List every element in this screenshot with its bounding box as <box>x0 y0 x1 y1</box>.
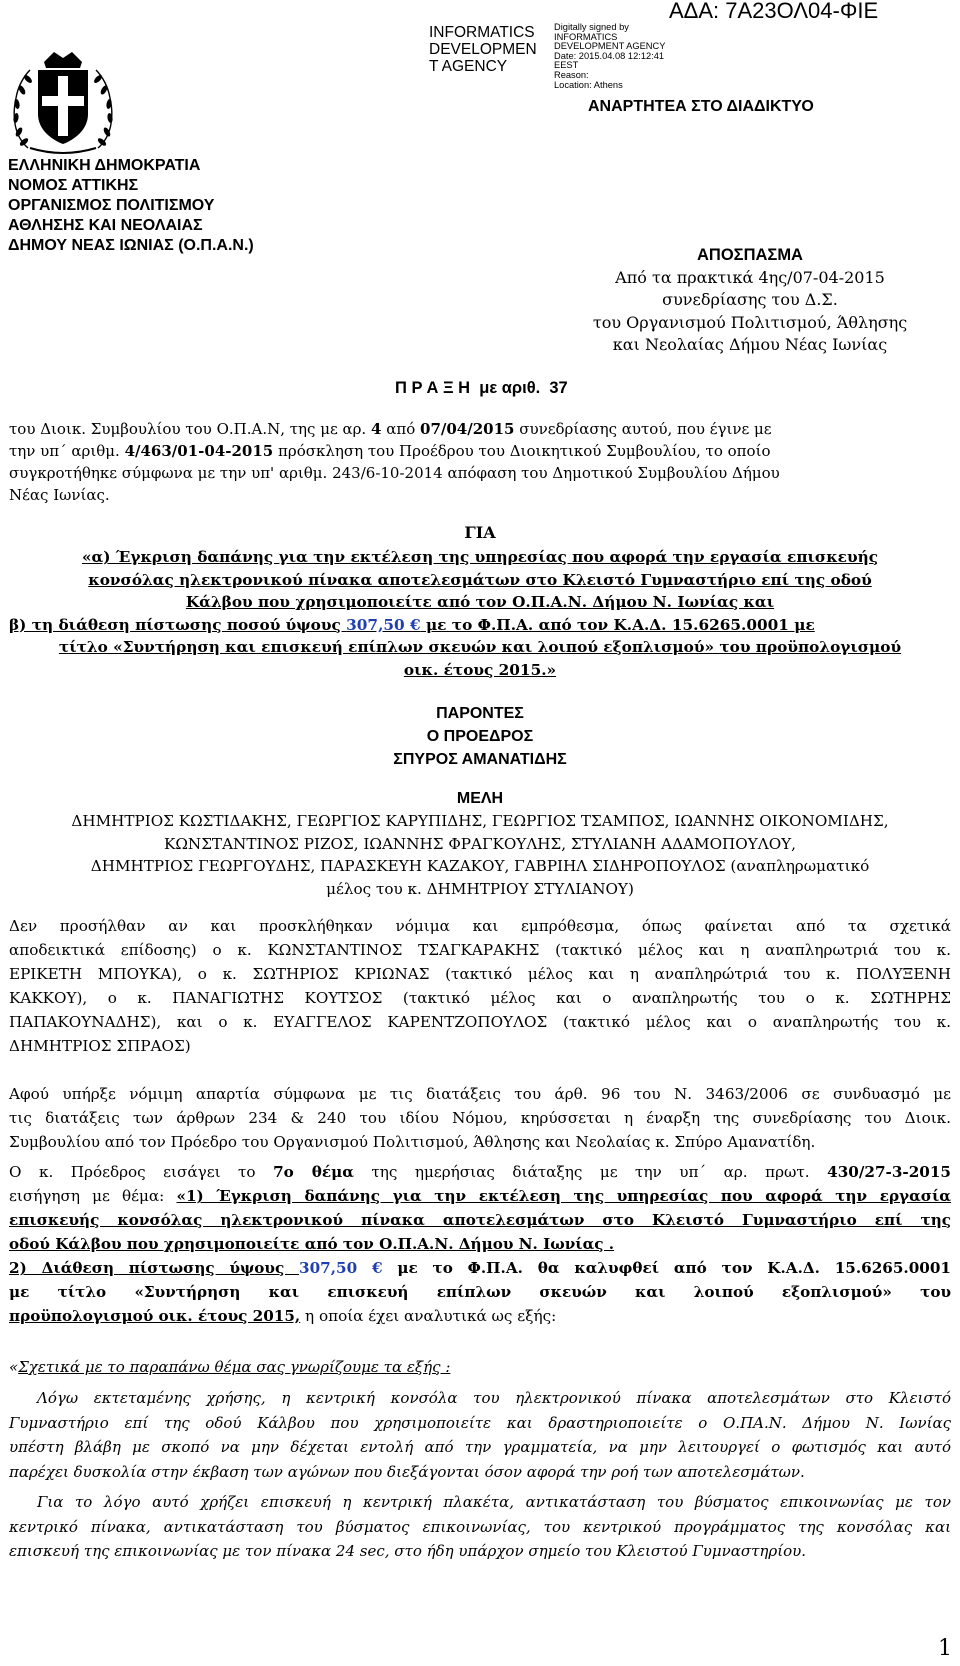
present-block <box>0 702 960 771</box>
intro-paragraph <box>9 418 951 506</box>
sig-line: Reason: <box>554 69 589 80</box>
sig-line: Location: Athens <box>554 79 623 90</box>
signer-line: DEVELOPMEN <box>429 41 537 58</box>
agenda-line-2: εισήγηση με θέμα: «1) Έγκριση δαπάνης για την εκτέλεση της υπηρεσίας που αφορά την εργασία <box>9 1187 951 1205</box>
absent-paragraph <box>9 914 951 1058</box>
coat-of-arms-graphic <box>8 44 118 156</box>
issuer-block <box>8 156 254 256</box>
agenda-line-4: οδού Κάλβου που χρησιμοποιείτε από τον Ο.Π.Α.Ν. Δήμου Ν. Ιωνίας . <box>9 1235 615 1253</box>
chair-title: Ο ΠΡΟΕΔΡΟΣ <box>426 728 534 745</box>
signer-line: INFORMATICS <box>429 24 535 41</box>
chair-name: ΣΠΥΡΟΣ ΑΜΑΝΑΤΙΔΗΣ <box>393 751 567 768</box>
report-line: υπέστη βλάβη με σκοπό να μην δέχεται εντολή από την γραμματεία, να μην λειτουργεί ο φωτισμός και αυτό <box>9 1438 951 1456</box>
report-line: παρέχει δυσκολία στην έκβαση των αγώνων που διεξάγονται όσον αφορά την ροή των αποτελεσμάτων. <box>9 1462 805 1481</box>
report-paragraph-2 <box>9 1490 951 1564</box>
agenda-paragraph <box>9 1160 951 1256</box>
excerpt-line: συνεδρίασης του Δ.Σ. <box>662 290 838 309</box>
members-line: ΔΗΜΗΤΡΙΟΣ ΚΩΣΤΙΔΑΚΗΣ, ΓΕΩΡΓΙΟΣ ΚΑΡΥΠΙΔΗΣ, ΓΕΩΡΓΙΟΣ ΤΣΑΜΠΟΣ, ΙΩΑΝΝΗΣ ΟΙΚΟΝΟΜΙΔΗΣ, <box>71 812 889 830</box>
report-intro: «Σχετικά με το παραπάνω θέμα σας γνωρίζουμε τα εξής : <box>9 1358 451 1376</box>
subject-a-line: Κάλβου που χρησιμοποιείτε από τον Ο.Π.Α.Ν. Δήμου Ν. Ιωνίας και <box>185 593 775 611</box>
report-line: κεντρικό πίνακα, αντικατάσταση του βύσματος επικοινωνίας, του κεντρικού προγράμματος της κονσόλας και <box>9 1517 951 1536</box>
absent-line: Δεν προσήλθαν αν και προσκλήθηκαν νόμιμα και εμπρόθεσμα, όπως φαίνεται από τα σχετικά <box>9 917 951 935</box>
issuer-line: ΝΟΜΟΣ ΑΤΤΙΚΗΣ <box>8 177 139 194</box>
act-number: Π Ρ Α Ξ Η με αριθ. 37 <box>395 379 568 397</box>
absent-line: ΠΑΠΑΚΟΥΝΑΔΗΣ), και ο κ. ΕΥΑΓΓΕΛΟΣ ΚΑΡΕΝΤΖΟΠΟΥΛΟΣ (τακτικό μέλος και ο αναπληρωτής του κ. <box>9 1013 951 1031</box>
intro-line-2: την υπ΄ αριθμ. 4/463/01-04-2015 πρόσκληση του Προέδρου του Διοικητικού Συμβουλίου, το οποίο <box>9 442 771 460</box>
report-line: επισκευή της επικοινωνίας με τον πίνακα 24 sec, στο ήδη υπάρχον σημείο του Κλειστού Γυμναστηρίου. <box>9 1542 807 1560</box>
quorum-paragraph <box>9 1082 951 1154</box>
quorum-line: Αφού υπήρξε νόμιμη απαρτία σύμφωνα με τις διατάξεις του άρθ. 96 του Ν. 3463/2006 σε συνδυασμό με <box>9 1085 951 1103</box>
excerpt-line: και Νεολαίας Δήμου Νέας Ιωνίας <box>612 335 888 354</box>
members-line: μέλος του κ. ΔΗΜΗΤΡΙΟΥ ΣΤΥΛΙΑΝΟΥ) <box>326 879 634 898</box>
quorum-line: Συμβουλίου από τον Πρόεδρο του Οργανισμού Πολιτισμού, Άθλησης και Νεολαίας κ. Σπύρο Αμανατίδη. <box>9 1133 816 1151</box>
excerpt-block <box>540 244 960 357</box>
page-number: 1 <box>938 1636 952 1661</box>
intro-line-1: του Διοικ. Συμβουλίου του Ο.Π.Α.Ν, της με αρ. 4 από 07/04/2015 συνεδρίασης αυτού, που έγινε με <box>9 420 772 438</box>
report-line: Για το λόγο αυτό χρήζει επισκευή η κεντρική πλακέτα, αντικατάσταση του βύσματος επικοινωνίας με τον <box>37 1493 951 1511</box>
subject-a-line: κονσόλας ηλεκτρονικού πίνακα αποτελεσμάτων στο Κλειστό Γυμναστήριο επί της οδού <box>88 570 872 589</box>
members-line: ΔΗΜΗΤΡΙΟΣ ΓΕΩΡΓΟΥΔΗΣ, ΠΑΡΑΣΚΕΥΗ ΚΑΖΑΚΟΥ, ΓΑΒΡΙΗΛ ΣΙΔΗΡΟΠΟΥΛΟΣ (αναπληρωματικό <box>90 857 870 875</box>
credit-line-1: 2) Διάθεση πίστωσης ύψους 307,50 € με το Φ.Π.Α. θα καλυφθεί από τον Κ.Α.Δ. 15.6265.0001 <box>9 1259 951 1277</box>
intro-line-4: Νέας Ιωνίας. <box>9 486 110 504</box>
quorum-line: τις διατάξεις των άρθρων 234 & 240 του ιδίου Νόμου, κηρύσσεται η έναρξη της συνεδρίασης του Διοικ. <box>9 1109 951 1127</box>
issuer-line: ΔΗΜΟΥ ΝΕΑΣ ΙΩΝΙΑΣ (Ο.Π.Α.Ν.) <box>8 237 254 254</box>
absent-line: αποδεικτικά επίδοσης) ο κ. ΚΩΝΣΤΑΝΤΙΝΟΣ ΤΣΑΓΚΑΡΑΚΗΣ (τακτικό μέλος και η αναπληρωτριά του κ. <box>9 941 951 959</box>
publish-note: ΑΝΑΡΤΗΤΕΑ ΣΤΟ ΔΙΑΔΙΚΤΥΟ <box>588 98 814 115</box>
absent-line: ΚΑΚΚΟΥ), ο κ. ΠΑΝΑΓΙΩΤΗΣ ΚΟΥΤΣΟΣ (τακτικό μέλος και ο αναπληρωτής του ο κ. ΣΩΤΗΡΗΣ <box>9 989 951 1007</box>
digital-signature-block <box>554 23 665 90</box>
report-paragraph-1 <box>9 1386 951 1484</box>
sig-line: Date: 2015.04.08 12:12:41 <box>554 50 665 61</box>
signer-name <box>429 24 537 75</box>
subject-b-line-2: τίτλο «Συντήρηση και επισκευή επίπλων σκευών και λοιπού εξοπλισμού» του προϋπολογισμού <box>58 638 902 656</box>
amount-value: 307,50 € <box>346 615 421 634</box>
members-list <box>9 810 951 900</box>
ada-code: ΑΔΑ: 7Α23ΟΛ04-ΦΙΕ <box>669 0 879 23</box>
subject-block <box>9 546 951 681</box>
subject-heading: ΓΙΑ <box>464 523 496 542</box>
sig-line: EEST <box>554 60 579 71</box>
issuer-line: ΕΛΛΗΝΙΚΗ ΔΗΜΟΚΡΑΤΙΑ <box>8 157 201 174</box>
agenda-line-1: Ο κ. Πρόεδρος εισάγει το 7ο θέμα της ημερήσιας διάταξης με την υπ΄ αρ. πρωτ. 430/27-3-2015 <box>9 1163 951 1181</box>
agenda-line-3: επισκευής κονσόλας ηλεκτρονικού πίνακα αποτελεσμάτων στο Κλειστό Γυμναστήριο επί της <box>9 1211 951 1229</box>
sig-line: Digitally signed by <box>554 22 629 32</box>
credit-paragraph <box>9 1256 951 1328</box>
excerpt-line: Από τα πρακτικά 4ης/07-04-2015 <box>615 267 885 287</box>
present-heading: ΠΑΡΟΝΤΕΣ <box>436 705 524 722</box>
excerpt-line: του Οργανισμού Πολιτισμού, Άθλησης <box>592 312 908 332</box>
signer-line: T AGENCY <box>429 58 508 75</box>
absent-line: ΔΗΜΗΤΡΙΟΣ ΣΠΡΑΟΣ) <box>9 1037 191 1055</box>
subject-b-line-3: οικ. έτους 2015.» <box>403 660 557 679</box>
members-line: ΚΩΝΣΤΑΝΤΙΝΟΣ ΡΙΖΟΣ, ΙΩΑΝΝΗΣ ΦΡΑΓΚΟΥΛΗΣ, ΣΤΥΛΙΑΝΗ ΑΔΑΜΟΠΟΥΛΟΥ, <box>163 834 797 853</box>
issuer-line: ΑΘΛΗΣΗΣ ΚΑΙ ΝΕΟΛΑΙΑΣ <box>8 217 203 234</box>
intro-line-3: συγκροτήθηκε σύμφωνα με την υπ' αριθμ. 243/6-10-2014 απόφαση του Δημοτικού Συμβουλίου Δήμου <box>9 464 780 482</box>
members-heading: ΜΕΛΗ <box>456 790 504 807</box>
credit-line-3: προϋπολογισμού οικ. έτους 2015, η οποία έχει αναλυτικά ως εξής: <box>9 1307 557 1325</box>
greek-coat-of-arms-emblem <box>8 44 118 156</box>
subject-b-line-1: β) τη διάθεση πίστωσης ποσού ύψους 307,50 € με το Φ.Π.Α. από τον Κ.Α.Δ. 15.6265.0001 με <box>9 615 815 634</box>
report-line: Γυμναστήριο επί της οδού Κάλβου που χρησιμοποιείτε και δραστηριοποιείτε ο Ο.ΠΑ.Ν. Δήμου Ν. Ιωνίας <box>9 1413 951 1432</box>
report-line: Λόγω εκτεταμένης χρήσης, η κεντρική κονσόλα του ηλεκτρονικού πίνακα αποτελεσμάτων στο Κλειστό <box>37 1389 951 1407</box>
sig-line: DEVELOPMENT AGENCY <box>554 41 666 52</box>
issuer-line: ΟΡΓΑΝΙΣΜΟΣ ΠΟΛΙΤΙΣΜΟΥ <box>8 197 215 214</box>
sig-line: INFORMATICS <box>554 31 618 42</box>
excerpt-title: ΑΠΟΣΠΑΣΜΑ <box>697 246 803 264</box>
credit-amount: 307,50 € <box>299 1259 383 1277</box>
credit-line-2: με τίτλο «Συντήρηση και επισκευή επίπλων σκευών και λοιπού εξοπλισμού» του <box>9 1283 951 1301</box>
subject-a-line: «α) Έγκριση δαπάνης για την εκτέλεση της υπηρεσίας που αφορά την εργασία επισκευής <box>81 548 879 566</box>
absent-line: ΕΡΙΚΕΤΗ ΜΠΟΥΚΑ), ο κ. ΣΩΤΗΡΙΟΣ ΚΡΙΩΝΑΣ (τακτικό μέλος και η αναπληρώτριά του κ. ΠΟΛΥΞΕΝΗ <box>9 965 951 983</box>
